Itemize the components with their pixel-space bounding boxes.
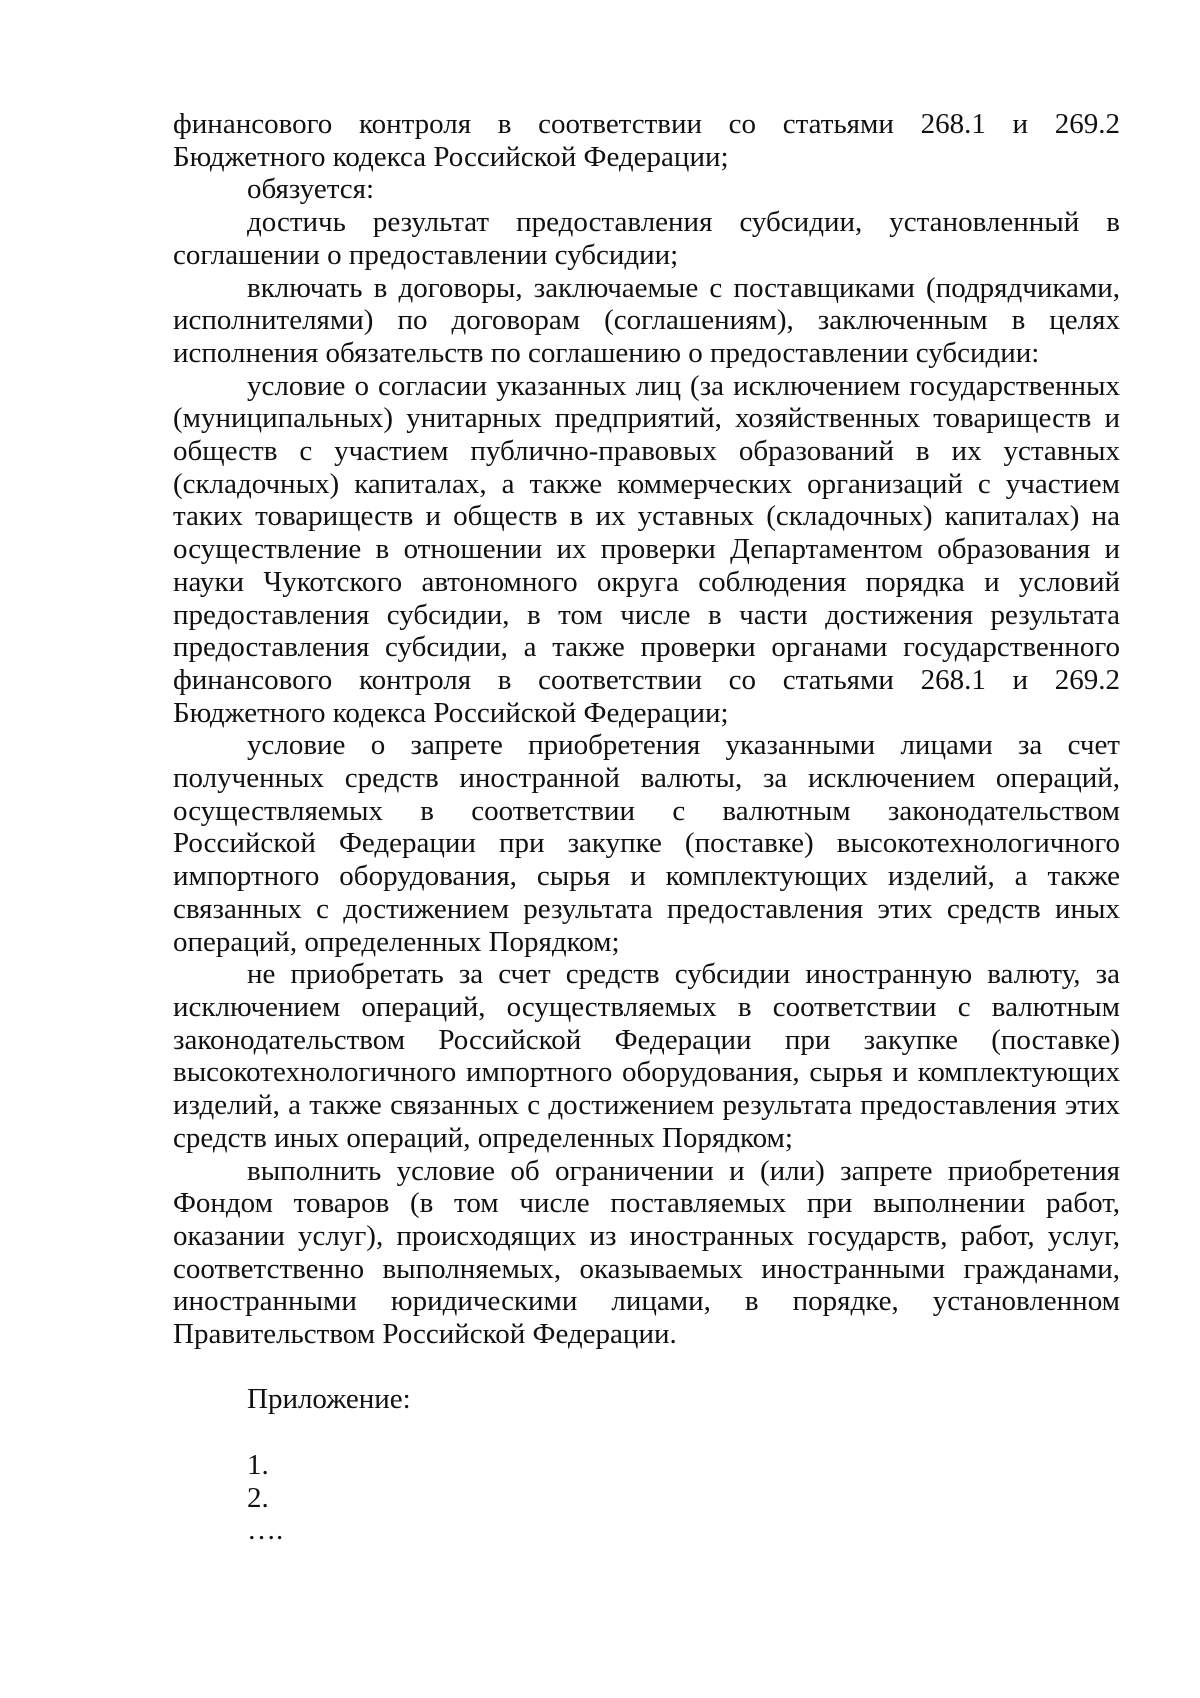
paragraph-no-foreign-currency: не приобретать за счет средств субсидии иностранную валюту, за исключением операций, осуществляемых в соответствии с валютным законодательством Российской Федерации при закупке (поставке) высокотехнологичного импортного оборудования, сырья и комплектующих изделий, а также связанных с достижением результата предоставления этих средств иных операций, определенных Порядком; [173,958,1120,1154]
appendix-item: …. [247,1514,284,1547]
paragraph-consent-condition: условие о согласии указанных лиц (за исключением государственных (муниципальных) унитарных предприятий, хозяйственных товариществ и обществ с участием публично-правовых образований в их уставных (складочных) капиталах, а также коммерческих организаций с участием таких товариществ и обществ в их уставных (складочных) капиталах) на осуществление в отношении их проверки Департаментом образования и науки Чукотского автономного округа соблюдения порядка и условий предоставления субсидии, в том числе в части достижения результата предоставления субсидии, а также проверки органами государственного финансового контроля в соответствии со статьями 268.1 и 269.2 Бюджетного кодекса Российской Федерации; [173,369,1120,729]
paragraph-obligation-heading: обязуется: [247,173,375,206]
appendix-label: Приложение: [247,1383,411,1416]
document-page [173,108,1120,1547]
paragraph-currency-prohibition-condition: условие о запрете приобретения указанными лицами за счет полученных средств иностранной валюты, за исключением операций, осуществляемых в соответствии с валютным законодательством Российской Федерации при закупке (поставке) высокотехнологичного импортного оборудования, сырья и комплектующих изделий, а также связанных с достижением результата предоставления этих средств иных операций, определенных Порядком; [173,729,1120,958]
paragraph-continuation: финансового контроля в соответствии со статьями 268.1 и 269.2 Бюджетного кодекса Российской Федерации; [173,108,1120,173]
appendix-item: 2. [247,1481,269,1514]
appendix-item: 1. [247,1448,269,1481]
paragraph-achieve-result: достичь результат предоставления субсидии, установленный в соглашении о предоставлении субсидии; [173,206,1120,271]
paragraph-purchase-restriction: выполнить условие об ограничении и (или) запрете приобретения Фондом товаров (в том числе поставляемых при выполнении работ, оказании услуг), происходящих из иностранных государств, работ, услуг, соответственно выполняемых, оказываемых иностранными гражданами, иностранными юридическими лицами, в порядке, установленном Правительством Российской Федерации. [173,1154,1120,1351]
appendix-list [173,1449,1120,1547]
paragraph-include-in-contracts: включать в договоры, заключаемые с поставщиками (подрядчиками, исполнителями) по договорам (соглашениям), заключенным в целях исполнения обязательств по соглашению о предоставлении субсидии: [173,271,1120,369]
